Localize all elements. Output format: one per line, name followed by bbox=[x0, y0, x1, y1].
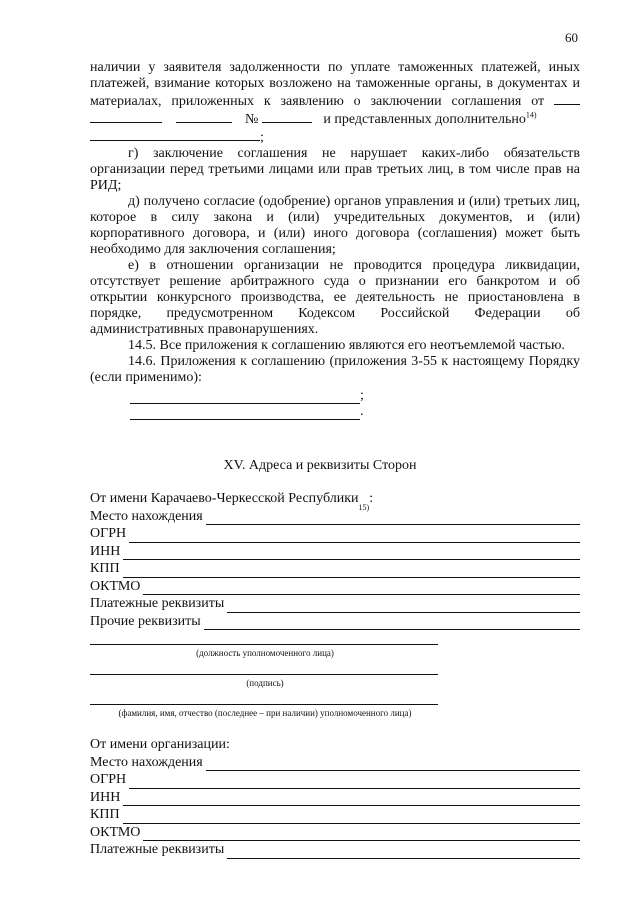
appendix-line: ; bbox=[130, 388, 580, 404]
item-e: е) в отношении организации не проводится процедура ликвидации, отсутствует решение арбитражного суда о признании его банкротом и об открытии конкурсного производства, ее деятельность не приостановлена в порядке, предусмотренном Кодексом Российской Федерации об административных правонарушениях. bbox=[90, 258, 580, 337]
intro-text: наличии у заявителя задолженности по уплате таможенных платежей, иных платежей, взимание которых возложено на таможенные органы, в документах и материалах, приложенных к заявлению о заключении соглашения от bbox=[90, 60, 580, 109]
position-caption: (должность уполномоченного лица) bbox=[196, 648, 334, 658]
intro-tail: и представленных дополнительно bbox=[323, 112, 526, 127]
field-kpp: КПП bbox=[90, 806, 580, 824]
field-payment-details: Платежные реквизиты bbox=[90, 595, 580, 613]
field-location: Место нахождения bbox=[90, 754, 580, 772]
party-organization-heading: От имени организации: bbox=[90, 737, 230, 752]
signature-name bbox=[90, 704, 440, 718]
additional-blank bbox=[90, 128, 260, 141]
field-other-details: Прочие реквизиты bbox=[90, 613, 580, 631]
date-blank-2 bbox=[90, 110, 162, 123]
item-g: г) заключение соглашения не нарушает каких-либо обязательств организации перед третьими лицами или прав третьих лиц, в том числе прав на РИД; bbox=[90, 146, 580, 193]
appendix-blank bbox=[130, 391, 360, 404]
section-title: XV. Адреса и реквизиты Сторон bbox=[223, 458, 417, 473]
field-inn: ИНН bbox=[90, 543, 580, 561]
paragraph-14-6: 14.6. Приложения к соглашению (приложения 3-55 к настоящему Порядку (если применимо): bbox=[90, 354, 580, 385]
date-blank-3 bbox=[176, 110, 232, 123]
signature-position bbox=[90, 644, 440, 658]
number-sign: № bbox=[245, 112, 259, 127]
party-organization bbox=[90, 736, 580, 859]
appendix-line: . bbox=[130, 404, 580, 420]
field-ogrn: ОГРН bbox=[90, 771, 580, 789]
paragraph-14-5: 14.5. Все приложения к соглашению являются его неотъемлемой частью. bbox=[128, 338, 565, 353]
field-payment-details: Платежные реквизиты bbox=[90, 841, 580, 859]
item-d: д) получено согласие (одобрение) органов управления и (или) третьих лиц, которое в силу закона и (или) учредительных документов, и (или) корпоративного договора, и (или) иного договора (соглашения) может быть необходимо для заключения соглашения; bbox=[90, 194, 580, 257]
intro-paragraph: наличии у заявителя задолженности по уплате таможенных платежей, иных платежей, взимание которых возложено на таможенные органы, в документах и материалах, приложенных к заявлению о заключении соглашения от № и представленных дополнительно$^{14)}$ ; bbox=[90, 60, 580, 145]
name-caption: (фамилия, имя, отчество (последнее – при наличии) уполномоченного лица) bbox=[118, 708, 412, 718]
date-blank bbox=[554, 92, 580, 105]
signature-sign bbox=[90, 674, 440, 688]
number-blank bbox=[262, 110, 312, 123]
field-location: Место нахождения bbox=[90, 508, 580, 526]
field-oktmo: ОКТМО bbox=[90, 578, 580, 596]
party-region-heading: От имени Карачаево-Черкесской Республики 15) : bbox=[90, 491, 374, 512]
appendix-list bbox=[90, 388, 580, 420]
appendix-blank bbox=[130, 407, 360, 420]
field-inn: ИНН bbox=[90, 789, 580, 807]
footnote-14: 14) bbox=[525, 110, 537, 120]
agreement-text bbox=[90, 60, 580, 420]
page-number: 60 bbox=[565, 30, 578, 45]
field-kpp: КПП bbox=[90, 560, 580, 578]
party-region bbox=[90, 490, 580, 630]
field-oktmo: ОКТМО bbox=[90, 824, 580, 842]
field-ogrn: ОГРН bbox=[90, 525, 580, 543]
signature-caption: (подпись) bbox=[246, 678, 284, 688]
